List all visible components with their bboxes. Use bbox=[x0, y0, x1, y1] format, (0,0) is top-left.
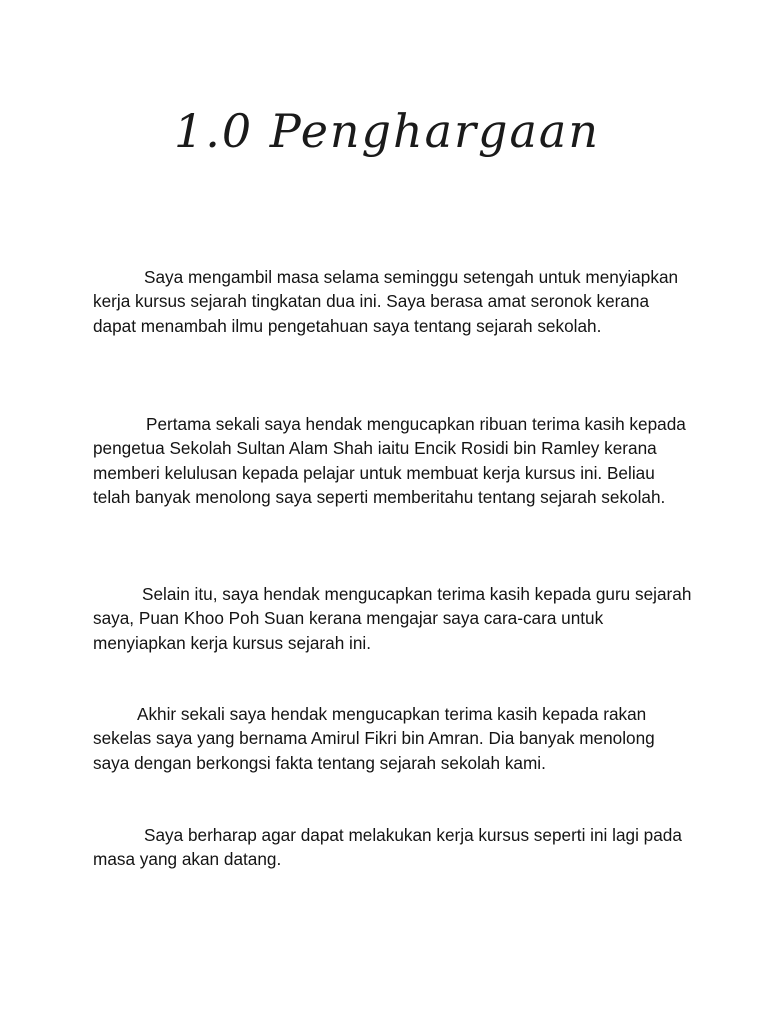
page-title: 1.0 Penghargaan bbox=[174, 104, 600, 158]
paragraph-classmate: Akhir sekali saya hendak mengucapkan terima kasih kepada rakan sekelas saya yang bernama Amirul Fikri bin Amran. Dia banyak menolong saya dengan berkongsi fakta tentang sejarah sekolah kami. bbox=[93, 704, 655, 773]
paragraph-intro: Saya mengambil masa selama seminggu setengah untuk menyiapkan kerja kursus sejarah tingkatan dua ini. Saya berasa amat seronok kerana dapat menambah ilmu pengetahuan saya tentang sejarah sekolah. bbox=[93, 267, 679, 336]
paragraph-closing: Saya berharap agar dapat melakukan kerja kursus seperti ini lagi pada masa yang akan datang. bbox=[93, 825, 682, 870]
paragraph-teacher: Selain itu, saya hendak mengucapkan terima kasih kepada guru sejarah saya, Puan Khoo Poh Suan kerana mengajar saya cara-cara untuk menyiapkan kerja kursus sejarah ini. bbox=[93, 584, 692, 653]
paragraph-principal: Pertama sekali saya hendak mengucapkan ribuan terima kasih kepada pengetua Sekolah Sultan Alam Shah iaitu Encik Rosidi bin Ramley kerana memberi kelulusan kepada pelajar untuk membuat kerja kursus ini. Beliau telah banyak menolong saya seperti memberitahu tentang sejarah sekolah. bbox=[93, 414, 686, 508]
